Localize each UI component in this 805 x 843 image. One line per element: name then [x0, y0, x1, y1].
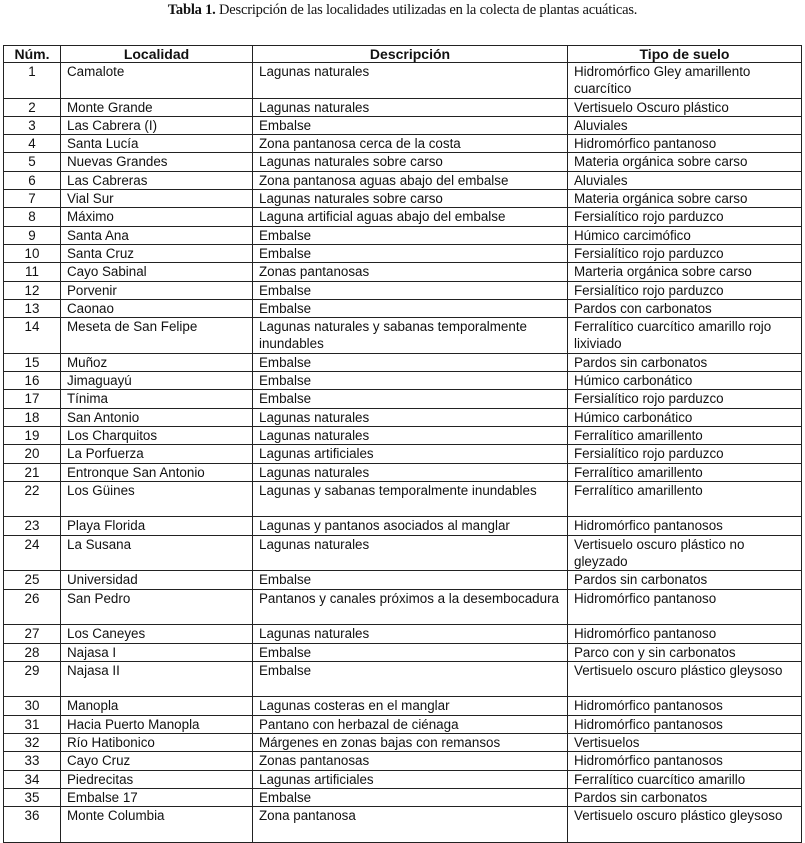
cell-num: 33 [4, 752, 61, 770]
cell-localidad: Los Caneyes [61, 625, 253, 643]
cell-localidad: San Antonio [61, 408, 253, 426]
cell-descripcion: Lagunas y pantanos asociados al manglar [253, 517, 568, 535]
cell-descripcion: Embalse [253, 571, 568, 589]
cell-descripcion: Lagunas naturales sobre carso [253, 153, 568, 171]
cell-localidad: Porvenir [61, 281, 253, 299]
cell-tipo-suelo: Vertisuelo oscuro plástico no gleyzado [568, 535, 802, 571]
table-row [4, 481, 802, 517]
localities-table [3, 45, 802, 843]
cell-descripcion: Embalse [253, 281, 568, 299]
cell-descripcion: Lagunas costeras en el manglar [253, 697, 568, 715]
header-tipo-suelo: Tipo de suelo [568, 46, 802, 63]
cell-num: 16 [4, 372, 61, 390]
table-row [4, 807, 802, 843]
cell-descripcion: Lagunas naturales y sabanas temporalmente inundables [253, 318, 568, 354]
cell-tipo-suelo: Vertisuelo oscuro plástico gleysoso [568, 807, 802, 843]
header-num: Núm. [4, 46, 61, 63]
cell-num: 7 [4, 190, 61, 208]
cell-tipo-suelo: Fersialítico rojo parduzco [568, 281, 802, 299]
cell-num: 18 [4, 408, 61, 426]
cell-descripcion: Embalse [253, 244, 568, 262]
cell-num: 27 [4, 625, 61, 643]
cell-tipo-suelo: Fersialítico rojo parduzco [568, 390, 802, 408]
table-row [4, 697, 802, 715]
cell-descripcion: Lagunas naturales [253, 426, 568, 444]
cell-descripcion: Pantanos y canales próximos a la desembocadura [253, 589, 568, 625]
table-row [4, 643, 802, 661]
cell-tipo-suelo: Ferralítico amarillento [568, 481, 802, 517]
cell-num: 15 [4, 353, 61, 371]
cell-localidad: La Susana [61, 535, 253, 571]
cell-descripcion: Embalse [253, 372, 568, 390]
table-body [4, 63, 802, 843]
table-row [4, 244, 802, 262]
table-row [4, 190, 802, 208]
cell-descripcion: Embalse [253, 390, 568, 408]
cell-num: 25 [4, 571, 61, 589]
cell-descripcion: Lagunas naturales [253, 463, 568, 481]
table-row [4, 116, 802, 134]
cell-num: 1 [4, 63, 61, 99]
cell-descripcion: Embalse [253, 226, 568, 244]
table-row [4, 625, 802, 643]
table-row [4, 263, 802, 281]
cell-localidad: Muñoz [61, 353, 253, 371]
cell-num: 9 [4, 226, 61, 244]
cell-localidad: Los Güines [61, 481, 253, 517]
cell-num: 19 [4, 426, 61, 444]
cell-num: 20 [4, 445, 61, 463]
cell-descripcion: Lagunas y sabanas temporalmente inundables [253, 481, 568, 517]
cell-localidad: Las Cabreras [61, 171, 253, 189]
table-row [4, 226, 802, 244]
cell-localidad: Máximo [61, 208, 253, 226]
cell-num: 24 [4, 535, 61, 571]
cell-num: 5 [4, 153, 61, 171]
cell-tipo-suelo: Húmico carcimófico [568, 226, 802, 244]
cell-tipo-suelo: Materia orgánica sobre carso [568, 190, 802, 208]
cell-tipo-suelo: Fersialítico rojo parduzco [568, 208, 802, 226]
table-row [4, 715, 802, 733]
cell-localidad: Cayo Cruz [61, 752, 253, 770]
table-row [4, 445, 802, 463]
cell-localidad: Camalote [61, 63, 253, 99]
cell-tipo-suelo: Fersialítico rojo parduzco [568, 244, 802, 262]
cell-localidad: Hacia Puerto Manopla [61, 715, 253, 733]
cell-descripcion: Embalse [253, 299, 568, 317]
table-row [4, 770, 802, 788]
cell-descripcion: Zona pantanosa cerca de la costa [253, 135, 568, 153]
cell-tipo-suelo: Parco con y sin carbonatos [568, 643, 802, 661]
cell-localidad: Cayo Sabinal [61, 263, 253, 281]
cell-tipo-suelo: Pardos sin carbonatos [568, 788, 802, 806]
cell-num: 30 [4, 697, 61, 715]
cell-num: 6 [4, 171, 61, 189]
cell-descripcion: Zona pantanosa aguas abajo del embalse [253, 171, 568, 189]
cell-tipo-suelo: Pardos con carbonatos [568, 299, 802, 317]
cell-descripcion: Lagunas naturales [253, 98, 568, 116]
table-row [4, 318, 802, 354]
cell-localidad: San Pedro [61, 589, 253, 625]
cell-num: 3 [4, 116, 61, 134]
cell-num: 4 [4, 135, 61, 153]
cell-descripcion: Zonas pantanosas [253, 752, 568, 770]
table-caption [0, 2, 805, 19]
cell-tipo-suelo: Aluviales [568, 171, 802, 189]
cell-localidad: Manopla [61, 697, 253, 715]
cell-tipo-suelo: Ferralítico amarillento [568, 426, 802, 444]
cell-localidad: Entronque San Antonio [61, 463, 253, 481]
cell-num: 12 [4, 281, 61, 299]
cell-num: 34 [4, 770, 61, 788]
cell-num: 2 [4, 98, 61, 116]
cell-descripcion: Lagunas artificiales [253, 445, 568, 463]
cell-num: 26 [4, 589, 61, 625]
table-row [4, 390, 802, 408]
cell-tipo-suelo: Fersialítico rojo parduzco [568, 445, 802, 463]
cell-descripcion: Zonas pantanosas [253, 263, 568, 281]
cell-num: 17 [4, 390, 61, 408]
cell-descripcion: Embalse [253, 353, 568, 371]
cell-descripcion: Lagunas naturales [253, 535, 568, 571]
cell-localidad: Santa Ana [61, 226, 253, 244]
cell-num: 22 [4, 481, 61, 517]
table-row [4, 299, 802, 317]
cell-num: 14 [4, 318, 61, 354]
cell-descripcion: Embalse [253, 116, 568, 134]
cell-tipo-suelo: Hidromórfico pantanosos [568, 517, 802, 535]
cell-tipo-suelo: Pardos sin carbonatos [568, 571, 802, 589]
table-row [4, 589, 802, 625]
cell-tipo-suelo: Vertisuelo Oscuro plástico [568, 98, 802, 116]
cell-tipo-suelo: Hidromórfico pantanoso [568, 135, 802, 153]
cell-num: 23 [4, 517, 61, 535]
table-row [4, 153, 802, 171]
cell-num: 10 [4, 244, 61, 262]
cell-tipo-suelo: Hidromórfico pantanoso [568, 625, 802, 643]
table-row [4, 752, 802, 770]
cell-localidad: Embalse 17 [61, 788, 253, 806]
cell-num: 36 [4, 807, 61, 843]
table-row [4, 517, 802, 535]
table-row [4, 135, 802, 153]
cell-num: 28 [4, 643, 61, 661]
cell-descripcion: Lagunas naturales [253, 63, 568, 99]
cell-descripcion: Pantano con herbazal de ciénaga [253, 715, 568, 733]
table-row [4, 535, 802, 571]
cell-descripcion: Lagunas naturales [253, 625, 568, 643]
cell-tipo-suelo: Ferralítico cuarcítico amarillo rojo lixiviado [568, 318, 802, 354]
cell-num: 35 [4, 788, 61, 806]
cell-localidad: Santa Cruz [61, 244, 253, 262]
cell-descripcion: Embalse [253, 788, 568, 806]
cell-descripcion: Zona pantanosa [253, 807, 568, 843]
cell-localidad: Las Cabrera (I) [61, 116, 253, 134]
cell-descripcion: Lagunas artificiales [253, 770, 568, 788]
cell-tipo-suelo: Hidromórfico Gley amarillento cuarcítico [568, 63, 802, 99]
cell-tipo-suelo: Hidromórfico pantanoso [568, 589, 802, 625]
cell-localidad: Vial Sur [61, 190, 253, 208]
cell-localidad: Los Charquitos [61, 426, 253, 444]
table-row [4, 661, 802, 697]
cell-tipo-suelo: Aluviales [568, 116, 802, 134]
cell-localidad: Piedrecitas [61, 770, 253, 788]
table-row [4, 208, 802, 226]
cell-localidad: Najasa II [61, 661, 253, 697]
cell-localidad: Tínima [61, 390, 253, 408]
table-row [4, 98, 802, 116]
cell-descripcion: Lagunas naturales sobre carso [253, 190, 568, 208]
table-row [4, 63, 802, 99]
cell-descripcion: Embalse [253, 643, 568, 661]
table-row [4, 171, 802, 189]
cell-descripcion: Embalse [253, 661, 568, 697]
caption-text: Descripción de las localidades utilizadas en la colecta de plantas acuáticas. [215, 2, 638, 18]
cell-localidad: Monte Columbia [61, 807, 253, 843]
cell-num: 32 [4, 733, 61, 751]
cell-num: 13 [4, 299, 61, 317]
cell-localidad: Meseta de San Felipe [61, 318, 253, 354]
table-row [4, 733, 802, 751]
cell-tipo-suelo: Ferralítico amarillento [568, 463, 802, 481]
cell-num: 31 [4, 715, 61, 733]
table-row [4, 408, 802, 426]
cell-tipo-suelo: Vertisuelos [568, 733, 802, 751]
header-descripcion: Descripción [253, 46, 568, 63]
table-row [4, 571, 802, 589]
cell-tipo-suelo: Hidromórfico pantanosos [568, 752, 802, 770]
cell-localidad: Río Hatibonico [61, 733, 253, 751]
cell-descripcion: Márgenes en zonas bajas con remansos [253, 733, 568, 751]
cell-descripcion: Laguna artificial aguas abajo del embalse [253, 208, 568, 226]
table-row [4, 281, 802, 299]
cell-num: 21 [4, 463, 61, 481]
cell-localidad: Santa Lucía [61, 135, 253, 153]
cell-tipo-suelo: Vertisuelo oscuro plástico gleysoso [568, 661, 802, 697]
table-row [4, 788, 802, 806]
table-row [4, 426, 802, 444]
cell-num: 11 [4, 263, 61, 281]
cell-tipo-suelo: Húmico carbonático [568, 408, 802, 426]
cell-localidad: Universidad [61, 571, 253, 589]
cell-localidad: Monte Grande [61, 98, 253, 116]
header-localidad: Localidad [61, 46, 253, 63]
cell-localidad: La Porfuerza [61, 445, 253, 463]
cell-localidad: Caonao [61, 299, 253, 317]
cell-tipo-suelo: Hidromórfico pantanosos [568, 715, 802, 733]
cell-descripcion: Lagunas naturales [253, 408, 568, 426]
table-header-row [4, 46, 802, 63]
cell-num: 29 [4, 661, 61, 697]
table-row [4, 372, 802, 390]
table-row [4, 353, 802, 371]
cell-tipo-suelo: Húmico carbonático [568, 372, 802, 390]
table-row [4, 463, 802, 481]
cell-tipo-suelo: Materia orgánica sobre carso [568, 153, 802, 171]
cell-localidad: Najasa I [61, 643, 253, 661]
caption-label: Tabla 1. [167, 2, 216, 18]
cell-tipo-suelo: Hidromórfico pantanosos [568, 697, 802, 715]
cell-tipo-suelo: Marteria orgánica sobre carso [568, 263, 802, 281]
cell-localidad: Jimaguayú [61, 372, 253, 390]
cell-num: 8 [4, 208, 61, 226]
cell-localidad: Nuevas Grandes [61, 153, 253, 171]
cell-tipo-suelo: Pardos sin carbonatos [568, 353, 802, 371]
cell-tipo-suelo: Ferralítico cuarcítico amarillo [568, 770, 802, 788]
cell-localidad: Playa Florida [61, 517, 253, 535]
